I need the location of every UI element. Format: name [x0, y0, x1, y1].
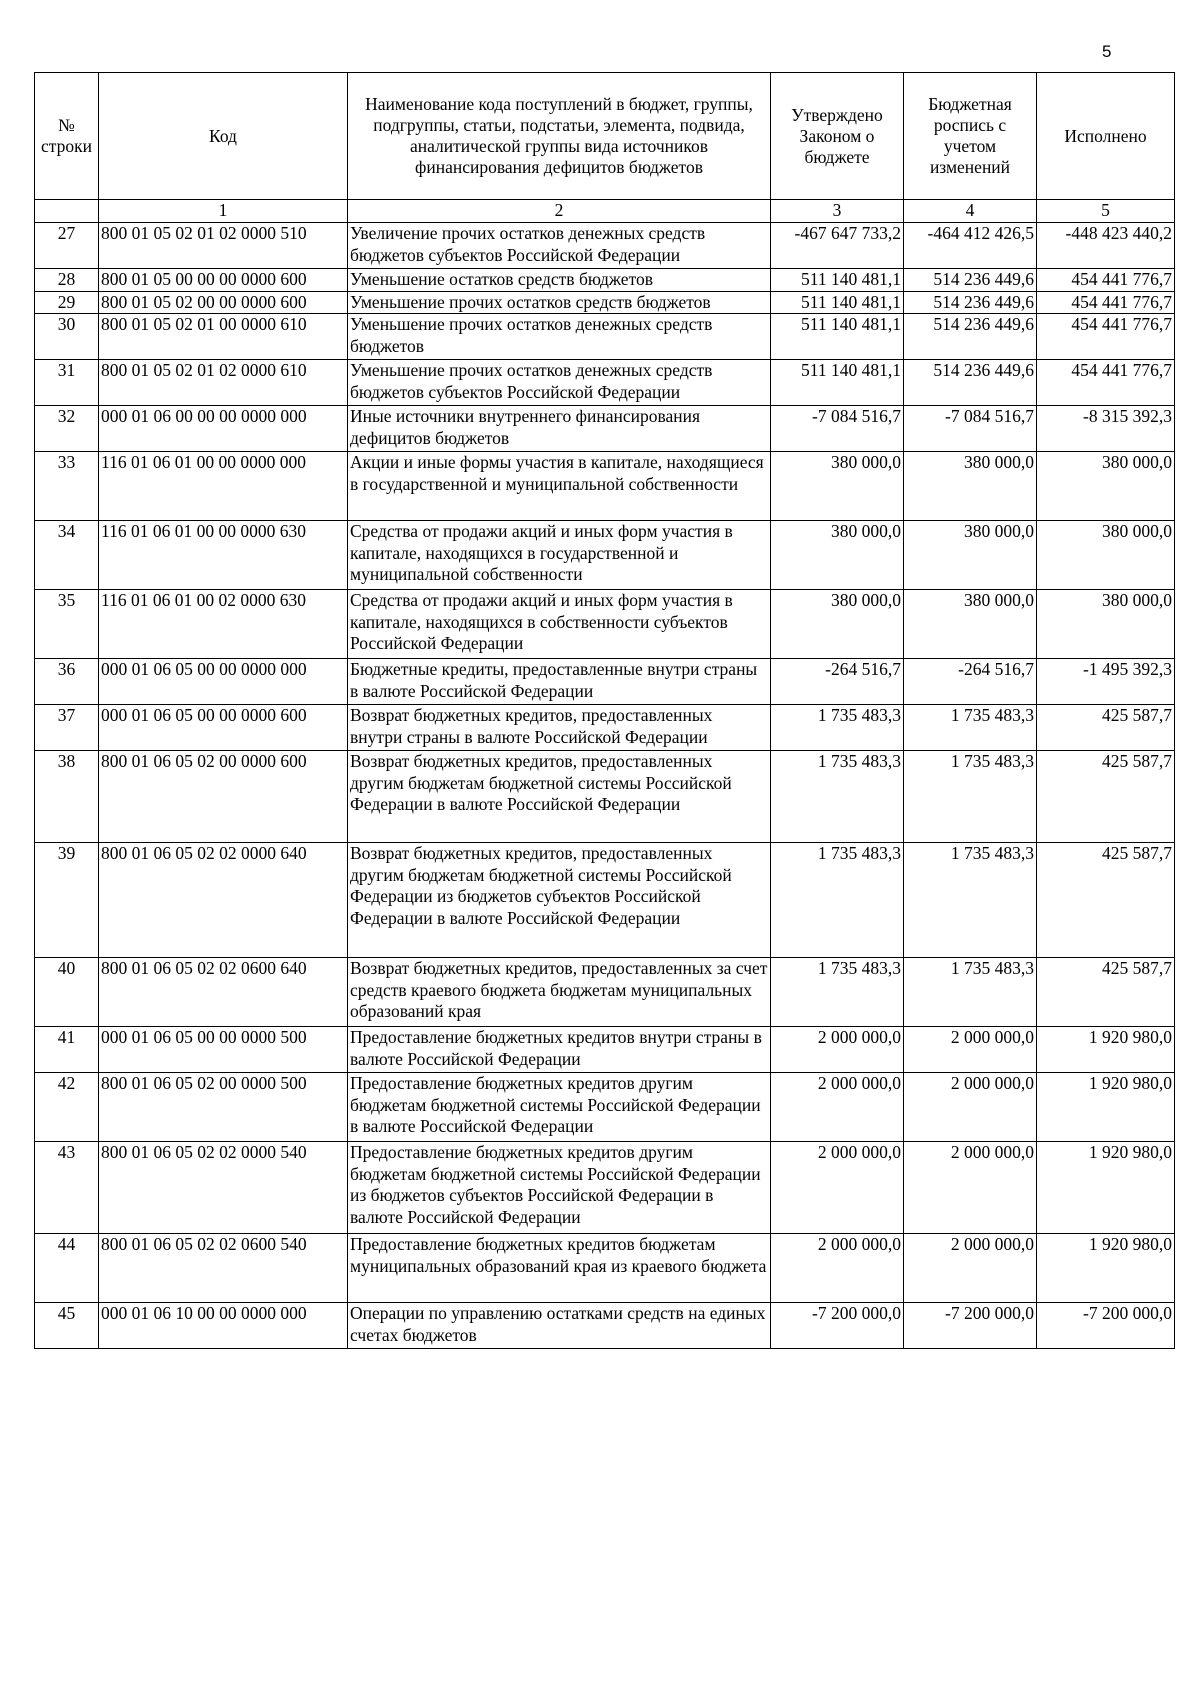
row-number-cell: 31 [35, 360, 99, 406]
schedule-value-cell: 514 236 449,6 [904, 269, 1037, 292]
row-number-cell: 29 [35, 291, 99, 314]
approved-value-cell: -7 200 000,0 [771, 1303, 904, 1349]
row-number-cell: 35 [35, 590, 99, 659]
table-row [35, 360, 1175, 406]
name-cell: Иные источники внутреннего финансирования дефицитов бюджетов [348, 406, 771, 452]
code-cell: 000 01 06 05 00 00 0000 000 [99, 659, 348, 705]
name-cell: Увеличение прочих остатков денежных средств бюджетов субъектов Российской Федерации [348, 223, 771, 269]
executed-value-cell: 1 920 980,0 [1037, 1027, 1175, 1073]
schedule-value-cell: 2 000 000,0 [904, 1027, 1037, 1073]
schedule-value-cell: 1 735 483,3 [904, 958, 1037, 1027]
table-header-row [35, 73, 1175, 200]
row-number-cell: 30 [35, 314, 99, 360]
approved-value-cell: -264 516,7 [771, 659, 904, 705]
name-cell: Возврат бюджетных кредитов, предоставленных внутри страны в валюте Российской Федерации [348, 705, 771, 751]
column-number: 4 [904, 200, 1037, 223]
row-number-cell: 34 [35, 521, 99, 590]
schedule-value-cell: 2 000 000,0 [904, 1234, 1037, 1303]
row-number-cell: 37 [35, 705, 99, 751]
header-row-number: № строки [35, 73, 99, 200]
approved-value-cell: 511 140 481,1 [771, 360, 904, 406]
code-cell: 800 01 06 05 02 02 0600 640 [99, 958, 348, 1027]
executed-value-cell: -7 200 000,0 [1037, 1303, 1175, 1349]
executed-value-cell: 380 000,0 [1037, 590, 1175, 659]
name-cell: Средства от продажи акций и иных форм участия в капитале, находящихся в собственности субъектов Российской Федерации [348, 590, 771, 659]
code-cell: 800 01 06 05 02 02 0600 540 [99, 1234, 348, 1303]
code-cell: 116 01 06 01 00 00 0000 630 [99, 521, 348, 590]
executed-value-cell: 425 587,7 [1037, 843, 1175, 958]
name-cell: Уменьшение остатков средств бюджетов [348, 269, 771, 292]
approved-value-cell: 2 000 000,0 [771, 1142, 904, 1234]
name-cell: Предоставление бюджетных кредитов внутри страны в валюте Российской Федерации [348, 1027, 771, 1073]
executed-value-cell: 1 920 980,0 [1037, 1073, 1175, 1142]
approved-value-cell: 1 735 483,3 [771, 958, 904, 1027]
approved-value-cell: 511 140 481,1 [771, 269, 904, 292]
executed-value-cell: 1 920 980,0 [1037, 1142, 1175, 1234]
code-cell: 800 01 06 05 02 00 0000 500 [99, 1073, 348, 1142]
executed-value-cell: 454 441 776,7 [1037, 360, 1175, 406]
schedule-value-cell: 380 000,0 [904, 590, 1037, 659]
column-number: 5 [1037, 200, 1175, 223]
table-row [35, 590, 1175, 659]
approved-value-cell: 1 735 483,3 [771, 705, 904, 751]
approved-value-cell: 2 000 000,0 [771, 1027, 904, 1073]
row-number-cell: 33 [35, 452, 99, 521]
header-schedule: Бюджетная роспись с учетом изменений [904, 73, 1037, 200]
header-name: Наименование кода поступлений в бюджет, группы, подгруппы, статьи, подстатьи, элемента, подвида, аналитической группы вида источников финансирования дефицитов бюджетов [348, 73, 771, 200]
name-cell: Предоставление бюджетных кредитов бюджетам муниципальных образований края из краевого бюджета [348, 1234, 771, 1303]
table-row [35, 958, 1175, 1027]
schedule-value-cell: 514 236 449,6 [904, 291, 1037, 314]
approved-value-cell: 380 000,0 [771, 452, 904, 521]
code-cell: 800 01 06 05 02 00 0000 600 [99, 751, 348, 843]
executed-value-cell: -448 423 440,2 [1037, 223, 1175, 269]
name-cell: Предоставление бюджетных кредитов другим бюджетам бюджетной системы Российской Федерации в валюте Российской Федерации [348, 1073, 771, 1142]
approved-value-cell: 2 000 000,0 [771, 1073, 904, 1142]
schedule-value-cell: 514 236 449,6 [904, 360, 1037, 406]
approved-value-cell: 380 000,0 [771, 590, 904, 659]
table-row [35, 843, 1175, 958]
executed-value-cell: 380 000,0 [1037, 452, 1175, 521]
code-cell: 800 01 05 02 01 00 0000 610 [99, 314, 348, 360]
code-cell: 000 01 06 00 00 00 0000 000 [99, 406, 348, 452]
schedule-value-cell: -7 084 516,7 [904, 406, 1037, 452]
code-cell: 000 01 06 10 00 00 0000 000 [99, 1303, 348, 1349]
code-cell: 000 01 06 05 00 00 0000 600 [99, 705, 348, 751]
name-cell: Возврат бюджетных кредитов, предоставленных за счет средств краевого бюджета бюджетам муниципальных образований края [348, 958, 771, 1027]
name-cell: Уменьшение прочих остатков средств бюджетов [348, 291, 771, 314]
name-cell: Уменьшение прочих остатков денежных средств бюджетов субъектов Российской Федерации [348, 360, 771, 406]
table-row [35, 223, 1175, 269]
executed-value-cell: 454 441 776,7 [1037, 269, 1175, 292]
table-row [35, 1073, 1175, 1142]
table-row [35, 1142, 1175, 1234]
table-row [35, 705, 1175, 751]
approved-value-cell: -467 647 733,2 [771, 223, 904, 269]
code-cell: 800 01 05 02 01 02 0000 510 [99, 223, 348, 269]
schedule-value-cell: 1 735 483,3 [904, 705, 1037, 751]
schedule-value-cell: 1 735 483,3 [904, 751, 1037, 843]
table-row [35, 291, 1175, 314]
row-number-cell: 42 [35, 1073, 99, 1142]
schedule-value-cell: -464 412 426,5 [904, 223, 1037, 269]
name-cell: Предоставление бюджетных кредитов другим бюджетам бюджетной системы Российской Федерации из бюджетов субъектов Российской Федерации в валюте Российской Федерации [348, 1142, 771, 1234]
row-number-cell: 36 [35, 659, 99, 705]
approved-value-cell: 380 000,0 [771, 521, 904, 590]
table-row [35, 406, 1175, 452]
page-number: 5 [1102, 42, 1112, 61]
column-number: 2 [348, 200, 771, 223]
table-row [35, 269, 1175, 292]
row-number-cell: 38 [35, 751, 99, 843]
table-body [35, 223, 1175, 1349]
name-cell: Бюджетные кредиты, предоставленные внутри страны в валюте Российской Федерации [348, 659, 771, 705]
name-cell: Акции и иные формы участия в капитале, находящиеся в государственной и муниципальной собственности [348, 452, 771, 521]
name-cell: Средства от продажи акций и иных форм участия в капитале, находящихся в государственной и муниципальной собственности [348, 521, 771, 590]
schedule-value-cell: -7 200 000,0 [904, 1303, 1037, 1349]
name-cell: Возврат бюджетных кредитов, предоставленных другим бюджетам бюджетной системы Российской Федерации из бюджетов субъектов Российской Федерации в валюте Российской Федерации [348, 843, 771, 958]
column-number: 3 [771, 200, 904, 223]
executed-value-cell: 425 587,7 [1037, 751, 1175, 843]
name-cell: Уменьшение прочих остатков денежных средств бюджетов [348, 314, 771, 360]
table-row [35, 452, 1175, 521]
executed-value-cell: 380 000,0 [1037, 521, 1175, 590]
executed-value-cell: 1 920 980,0 [1037, 1234, 1175, 1303]
code-cell: 800 01 06 05 02 02 0000 640 [99, 843, 348, 958]
column-number: 1 [99, 200, 348, 223]
table-row [35, 1234, 1175, 1303]
approved-value-cell: -7 084 516,7 [771, 406, 904, 452]
header-approved: Утверждено Законом о бюджете [771, 73, 904, 200]
executed-value-cell: 425 587,7 [1037, 958, 1175, 1027]
approved-value-cell: 2 000 000,0 [771, 1234, 904, 1303]
code-cell: 800 01 05 02 00 00 0000 600 [99, 291, 348, 314]
schedule-value-cell: -264 516,7 [904, 659, 1037, 705]
code-cell: 800 01 05 00 00 00 0000 600 [99, 269, 348, 292]
code-cell: 000 01 06 05 00 00 0000 500 [99, 1027, 348, 1073]
row-number-cell: 44 [35, 1234, 99, 1303]
header-code: Код [99, 73, 348, 200]
approved-value-cell: 511 140 481,1 [771, 314, 904, 360]
code-cell: 116 01 06 01 00 02 0000 630 [99, 590, 348, 659]
row-number-cell: 32 [35, 406, 99, 452]
code-cell: 116 01 06 01 00 00 0000 000 [99, 452, 348, 521]
approved-value-cell: 511 140 481,1 [771, 291, 904, 314]
executed-value-cell: 425 587,7 [1037, 705, 1175, 751]
approved-value-cell: 1 735 483,3 [771, 843, 904, 958]
budget-sources-table [34, 72, 1175, 1349]
row-number-cell: 27 [35, 223, 99, 269]
table-row [35, 1027, 1175, 1073]
code-cell: 800 01 06 05 02 02 0000 540 [99, 1142, 348, 1234]
column-number [35, 200, 99, 223]
schedule-value-cell: 514 236 449,6 [904, 314, 1037, 360]
row-number-cell: 28 [35, 269, 99, 292]
table-row [35, 659, 1175, 705]
column-numbers-row [35, 200, 1175, 223]
row-number-cell: 41 [35, 1027, 99, 1073]
table-row [35, 521, 1175, 590]
schedule-value-cell: 380 000,0 [904, 452, 1037, 521]
name-cell: Возврат бюджетных кредитов, предоставленных другим бюджетам бюджетной системы Российской Федерации в валюте Российской Федерации [348, 751, 771, 843]
header-executed: Исполнено [1037, 73, 1175, 200]
executed-value-cell: 454 441 776,7 [1037, 314, 1175, 360]
code-cell: 800 01 05 02 01 02 0000 610 [99, 360, 348, 406]
table-row [35, 314, 1175, 360]
name-cell: Операции по управлению остатками средств на единых счетах бюджетов [348, 1303, 771, 1349]
table-row [35, 1303, 1175, 1349]
schedule-value-cell: 380 000,0 [904, 521, 1037, 590]
executed-value-cell: 454 441 776,7 [1037, 291, 1175, 314]
approved-value-cell: 1 735 483,3 [771, 751, 904, 843]
table-row [35, 751, 1175, 843]
row-number-cell: 40 [35, 958, 99, 1027]
schedule-value-cell: 2 000 000,0 [904, 1073, 1037, 1142]
executed-value-cell: -1 495 392,3 [1037, 659, 1175, 705]
schedule-value-cell: 2 000 000,0 [904, 1142, 1037, 1234]
row-number-cell: 43 [35, 1142, 99, 1234]
schedule-value-cell: 1 735 483,3 [904, 843, 1037, 958]
executed-value-cell: -8 315 392,3 [1037, 406, 1175, 452]
row-number-cell: 45 [35, 1303, 99, 1349]
row-number-cell: 39 [35, 843, 99, 958]
